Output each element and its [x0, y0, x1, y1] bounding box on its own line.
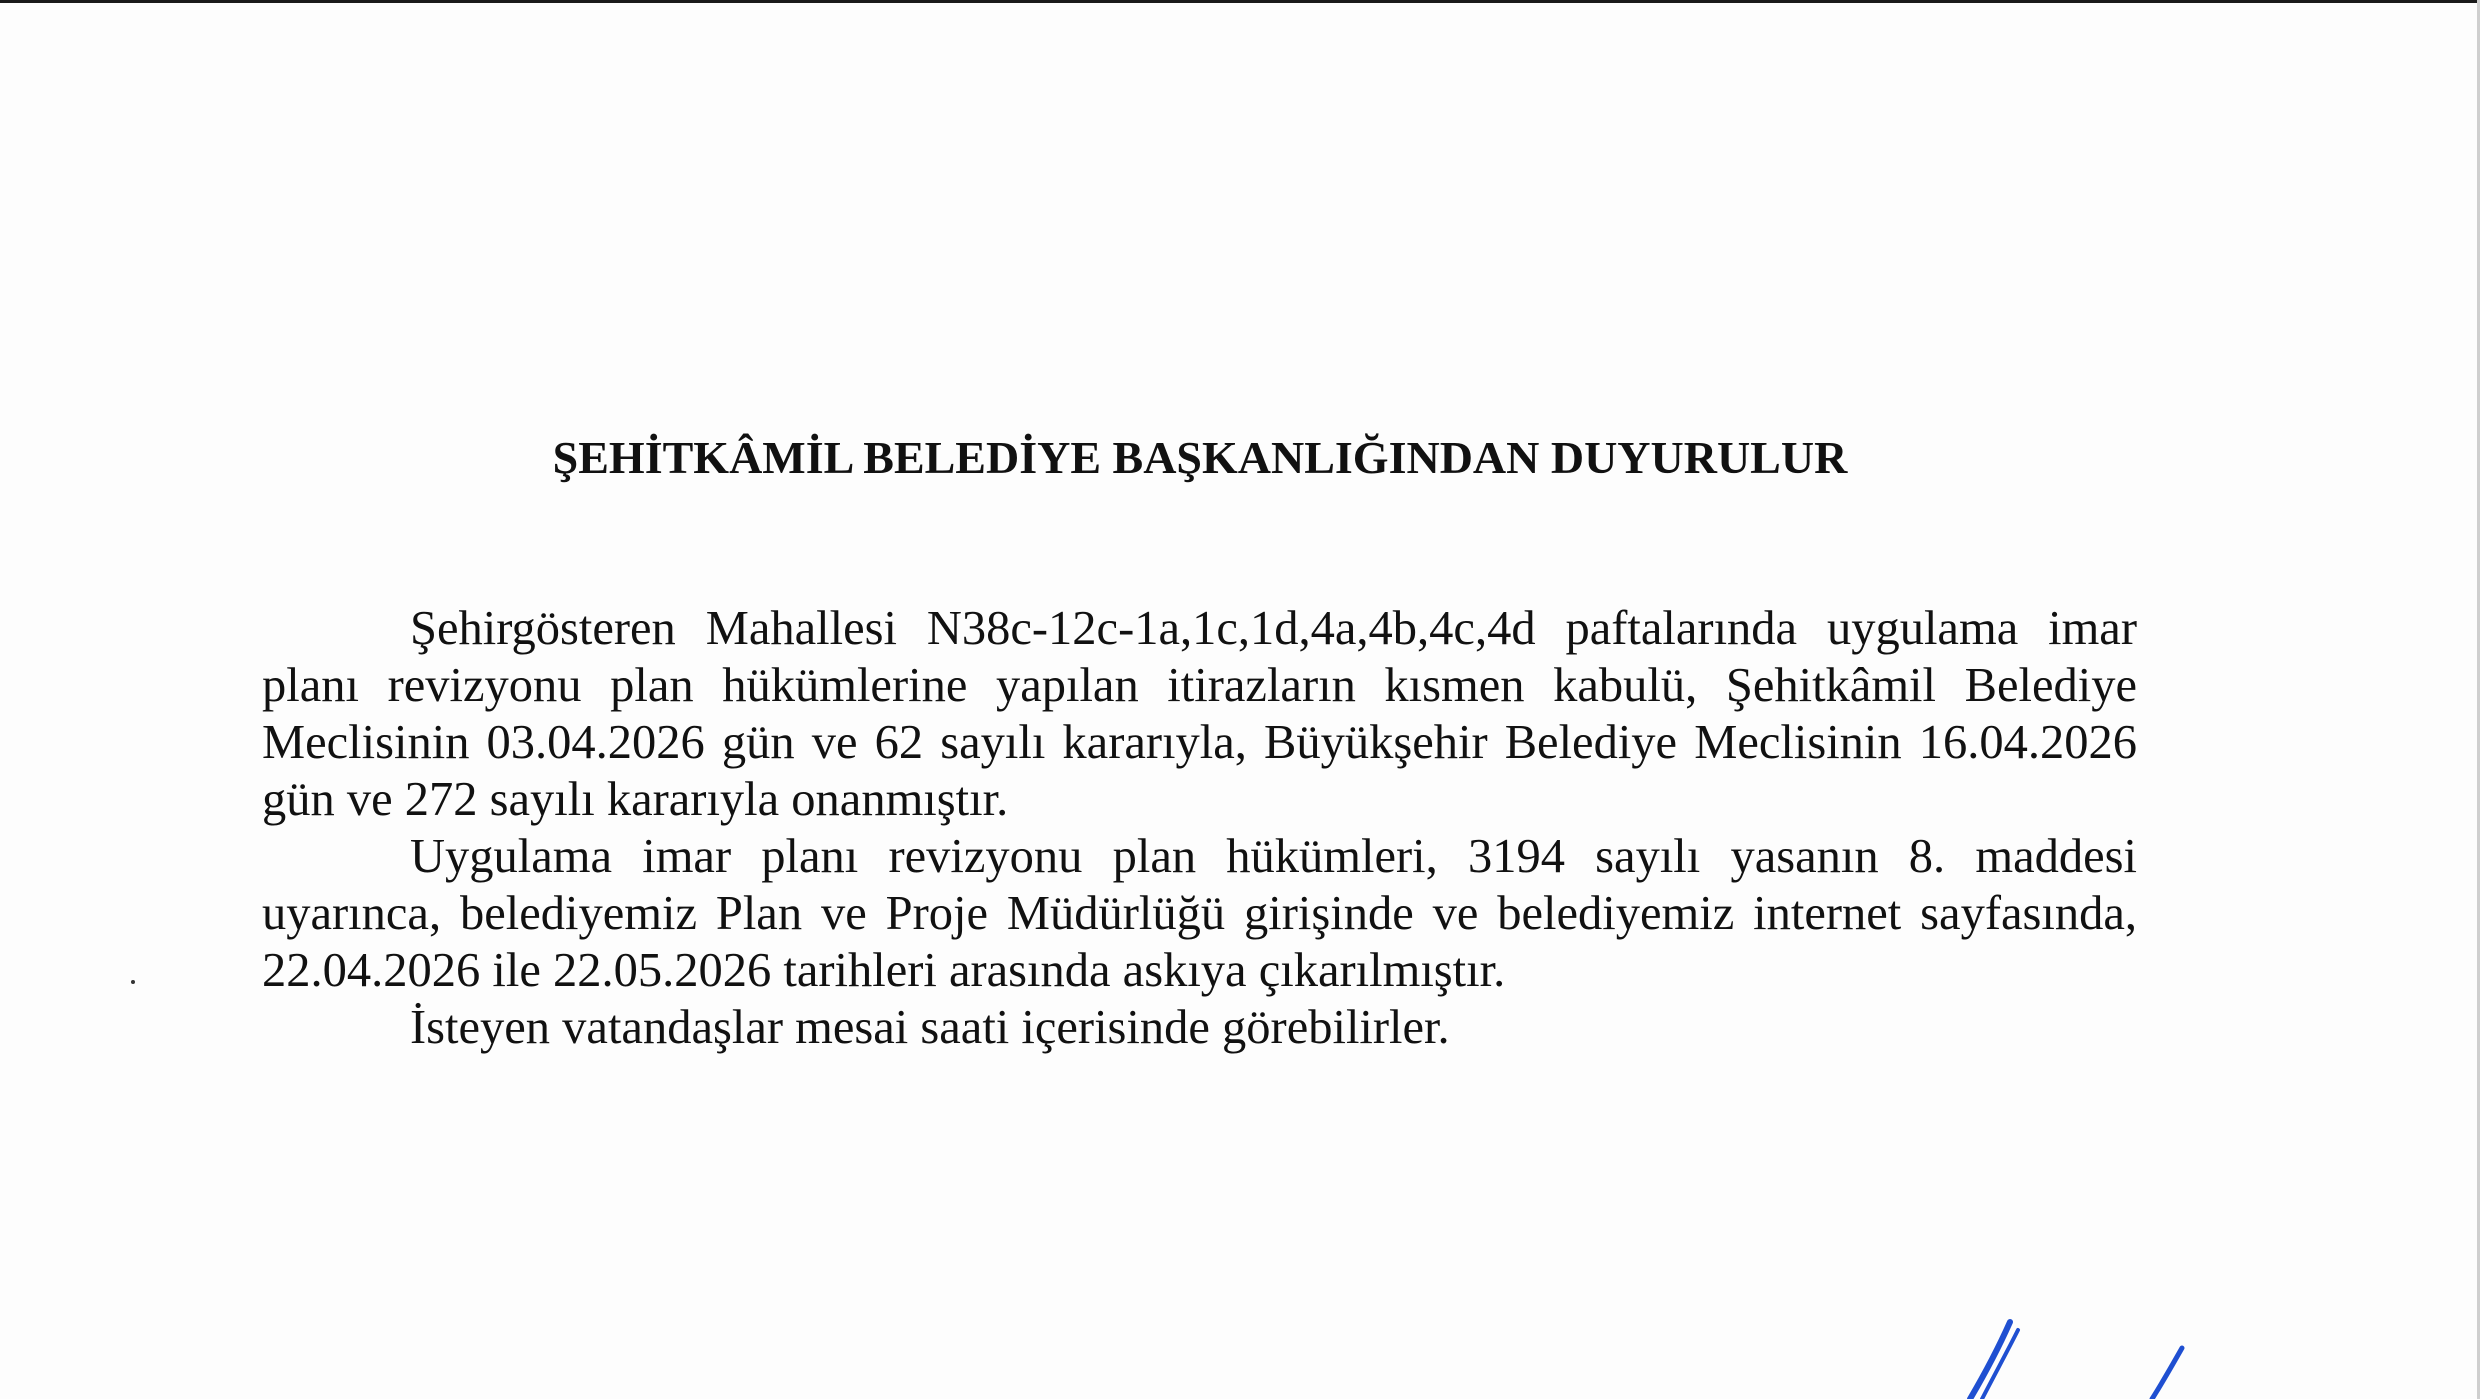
- scan-top-edge: [0, 0, 2480, 3]
- announcement-title: ŞEHİTKÂMİL BELEDİYE BAŞKANLIĞINDAN DUYURULUR: [552, 432, 1848, 483]
- signature-mark: [1930, 1310, 2210, 1399]
- paragraph-publication: Uygulama imar planı revizyonu plan hükümleri, 3194 sayılı yasanın 8. maddesi uyarınca, belediyemiz Plan ve Proje Müdürlüğü girişinde ve belediyemiz internet sayfasında, 22.04.2026 ile 22.05.2026 tarihleri arasında askıya çıkarılmıştır.: [262, 830, 2137, 997]
- paragraph-approval: Şehirgösteren Mahallesi N38c-12c-1a,1c,1d,4a,4b,4c,4d paftalarında uygulama imar planı revizyonu plan hükümlerine yapılan itirazların kısmen kabulü, Şehitkâmil Belediye Meclisinin 03.04.2026 gün ve 62 sayılı kararıyla, Büyükşehir Belediye Meclisinin 16.04.2026 gün ve 272 sayılı kararıyla onanmıştır.: [262, 602, 2137, 826]
- paragraph-viewing: İsteyen vatandaşlar mesai saati içerisinde görebilirler.: [410, 1001, 1450, 1054]
- signature-stroke-right: [2152, 1348, 2182, 1399]
- announcement-body: [262, 600, 2137, 1056]
- scan-speck: [131, 980, 135, 984]
